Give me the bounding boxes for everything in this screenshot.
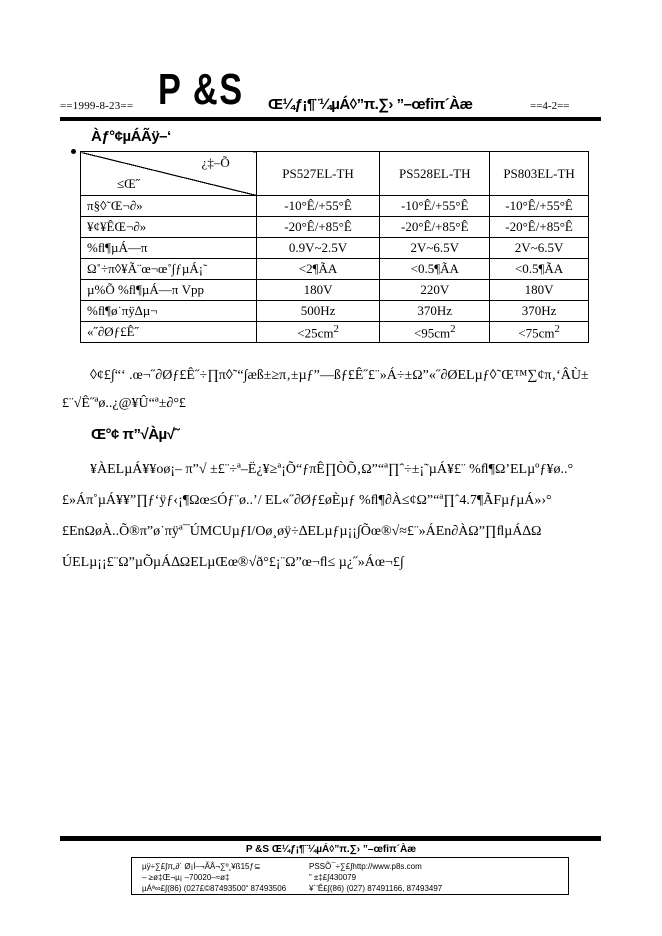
table-cell: -10°Ê/+55°Ê [380,196,490,217]
header-date: ==1999-8-23== [60,100,134,112]
table-row [81,217,589,238]
header-rule [60,117,601,121]
footer-right-column [309,861,442,894]
table-cell [490,322,589,343]
diagonal-header-cell [81,152,257,196]
area-value: <95cm [413,325,451,341]
area-superscript: 2 [333,322,339,335]
table-header-row [81,152,589,196]
table-cell: 2V~6.5V [380,238,490,259]
table-cell: -10°Ê/+55°Ê [490,196,589,217]
table-cell: -20°Ê/+85°Ê [256,217,380,238]
footer-contact-box [131,857,569,895]
spec-table [80,151,589,343]
table-row [81,322,589,343]
footer-website: PSSÕ¯÷∑£∫http://www.p8s.com [309,862,422,871]
footer-fax: ¥´’Ê£∫(86) (027) 87491166, 87493497 [309,884,443,893]
table-cell: 500Hz [256,301,380,322]
table-cell [256,322,380,343]
page-number: ==4-2== [530,100,570,112]
footer-postcode: ” ±‡£∫430079 [309,873,357,882]
table-cell: -20°Ê/+85°Ê [380,217,490,238]
table-row [81,196,589,217]
row-label: %ﬂ¶ø˙πÿ∆µ¬ [81,301,257,322]
section-heading-usage: Œ°¢ π”√Àµ√˜ [91,426,179,443]
column-header: PS803EL-TH [490,152,589,196]
row-label: Ω˚÷π◊¥Ã¨œ¬œ˚∫ƒµÁ¡˜ [81,259,257,280]
column-header: PS528EL-TH [380,152,490,196]
row-label: µ%Õ %ﬂ¶µÁ—π Vpp [81,280,257,301]
column-header: PS527EL-TH [256,152,380,196]
area-superscript: 2 [554,322,560,335]
usage-paragraph: ¥ÀELµÁ¥¥oø¡– π”√ ±£¨÷ª–Ë¿¥≥ª¡Õ“ƒπÊ∏ÒÕ‚Ω”“ª∏ˆ÷±¡˜µÁ¥£¨ %ﬂ¶Ω’ELµºƒ¥ø..°£»Áπ˚µÁ¥¥”∏ƒ‘ÿƒ‹¡¶Ωœ≤Óƒ¨ø..’/ EL«˝∂Øƒ£øÈµƒ %ﬂ¶∂À≤¢Ω”“ª∏ˆ4.7¶ÃFµƒµÁ»›°£EnΩøÀ..Õ®π”ø˙πÿª¯ÚMCUµƒI/Oø¸øÿ÷∆ELµƒµ¡¡∫Õœ®√≈£¨»ÁEn∂ÀΩ”∏ﬂµÁ∆Ω ÚELµ¡¡£¨Ω”µÕµÁ∆ΩELµŒœ®√ð°£¡¨Ω”œ¬ﬂ≤ µ¿˝»Áœ¬£∫ [62,462,574,570]
bullet-dot [71,149,76,154]
table-cell: <0.5¶ÃA [380,259,490,280]
table-cell: 220V [380,280,490,301]
row-label: ¥¢¥ÊŒ¬∂» [81,217,257,238]
table-row [81,301,589,322]
area-superscript: 2 [450,322,456,335]
table-row [81,238,589,259]
table-row [81,259,589,280]
footer-title: P &S Œ¼ƒ¡¶¨¼µÁ◊”π.∑› ”–œﬁπ´Àæ [245,844,417,855]
company-name: Œ¼ƒ¡¶¨¼µÁ◊”π.∑› ”–œﬁπ´Àæ [268,96,473,113]
diagonal-bottom-label: ≤Œ˝ [117,176,141,191]
company-logo: P &S [158,65,244,114]
table-row [81,280,589,301]
area-value: <75cm [518,325,555,341]
table-cell: -10°Ê/+55°Ê [256,196,380,217]
footer-address: µÿ÷∑£∫π„∂´ Ø¡Í–¬ÃÅ¬∑º¸¥ß15ƒ⊆ [142,862,261,871]
section-heading-specs: Àƒ°¢µÁÃÿ–‘ [91,128,171,145]
footer-left-column [142,861,286,894]
row-label: %ﬂ¶µÁ—π [81,238,257,259]
footer-mailbox: – ≥ø‡Œ¬µ¡ –70020–≈ø‡ [142,873,230,882]
table-cell: 370Hz [380,301,490,322]
table-cell [380,322,490,343]
diagonal-top-label: ¿‡–Õ [201,155,230,170]
row-label: π§◊˜Œ¬∂» [81,196,257,217]
area-value: <25cm [297,325,334,341]
table-cell: 2V~6.5V [490,238,589,259]
table-cell: 180V [490,280,589,301]
note-paragraph: ◊¢£∫“‘ .œ¬˝∂Øƒ£Ê˝÷∏π◊˜“∫æß±≥π‚±µƒ”––ßƒ£Ê˝£¨»Á÷±Ω”«˝∂ØELµƒ◊˜Œ™∑¢π‚‘ÂÙ±£¨√Ê˝ªø..¿@¥Û“ª±∂°£ [62,368,589,411]
table-cell: <2¶ÃA [256,259,380,280]
footer-phone: µÁª∞£∫(86) (027£©87493500“ 87493506 [142,884,287,893]
table-cell: 0.9V~2.5V [256,238,380,259]
table-cell: 370Hz [490,301,589,322]
table-cell: <0.5¶ÃA [490,259,589,280]
table-cell: -20°Ê/+85°Ê [490,217,589,238]
table-cell: 180V [256,280,380,301]
footer-rule [60,836,601,841]
row-label: «˝∂Øƒ£Ê˝ [81,322,257,343]
